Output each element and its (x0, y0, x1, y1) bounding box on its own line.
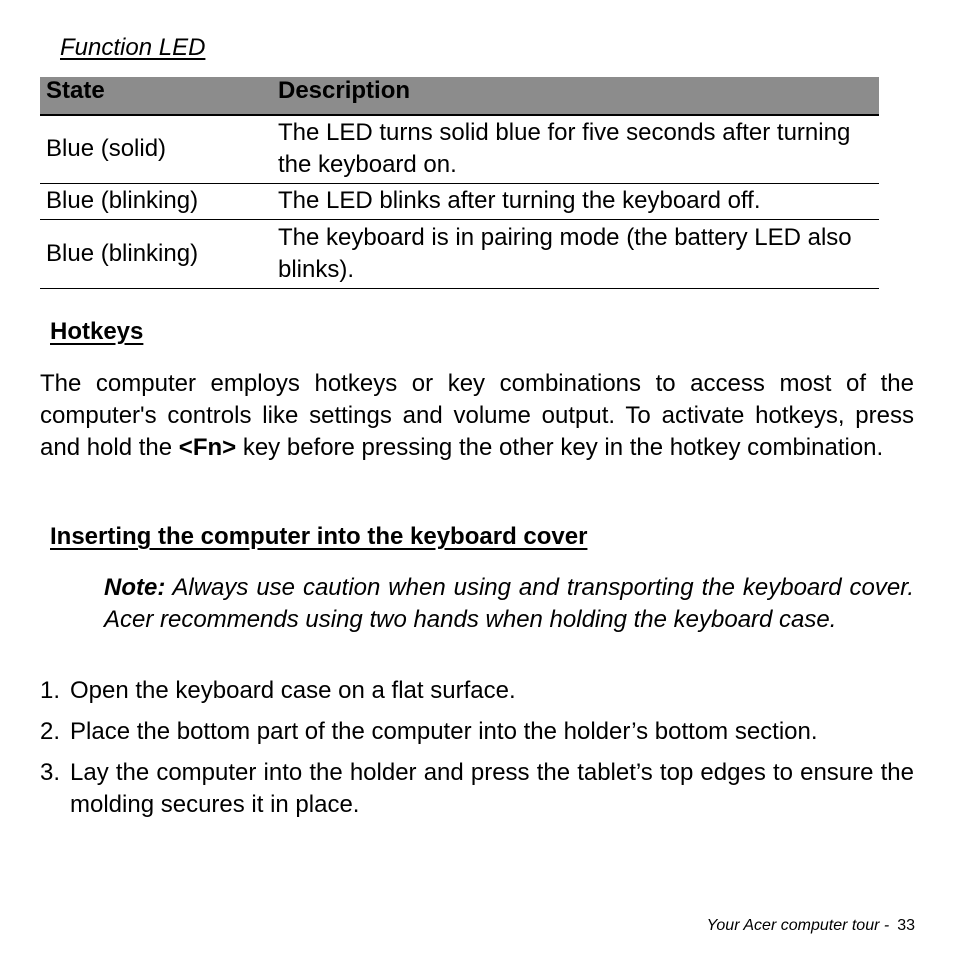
table-row (40, 183, 879, 219)
hotkeys-text-before: The computer employs hotkeys or key combinations to access most of the computer's controls like settings and volume output. To activate hotkeys, press and hold the (40, 370, 914, 461)
column-header-description: Description (272, 77, 879, 115)
hotkeys-text-after: key before pressing the other key in the hotkey combination. (236, 434, 884, 461)
note-text: Always use caution when using and transporting the keyboard cover. Acer recommends using two hands when holding the keyboard case. (104, 574, 914, 633)
page-footer (707, 917, 915, 935)
description-cell: The keyboard is in pairing mode (the battery LED also blinks). (272, 219, 879, 288)
table-caption: Function LED (60, 34, 206, 61)
step-number: 2. (40, 718, 61, 745)
led-state-table (40, 77, 879, 289)
page-number: 33 (897, 917, 915, 934)
table-row (40, 115, 879, 183)
list-item (40, 675, 914, 707)
step-text: Place the bottom part of the computer into the holder’s bottom section. (70, 718, 818, 745)
hotkeys-paragraph (40, 368, 914, 464)
column-header-state: State (40, 77, 272, 115)
state-cell: Blue (solid) (40, 115, 272, 183)
list-item (40, 716, 914, 748)
caution-note (104, 572, 914, 636)
inserting-heading: Inserting the computer into the keyboard cover (50, 523, 588, 550)
state-cell: Blue (blinking) (40, 219, 272, 288)
description-cell: The LED blinks after turning the keyboard off. (272, 183, 879, 219)
step-number: 3. (40, 759, 61, 786)
list-item (40, 757, 914, 821)
step-text: Open the keyboard case on a flat surface. (70, 677, 516, 704)
description-cell: The LED turns solid blue for five seconds after turning the keyboard on. (272, 115, 879, 183)
step-number: 1. (40, 677, 61, 704)
state-cell: Blue (blinking) (40, 183, 272, 219)
hotkeys-heading: Hotkeys (50, 318, 144, 345)
footer-title: Your Acer computer tour - (706, 917, 890, 934)
fn-key-label: <Fn> (178, 434, 237, 461)
table-header-row (40, 77, 879, 115)
steps-list (40, 675, 914, 821)
table-row (40, 219, 879, 288)
note-label: Note: (104, 574, 166, 601)
step-text: Lay the computer into the holder and press the tablet’s top edges to ensure the molding secures it in place. (70, 759, 914, 818)
